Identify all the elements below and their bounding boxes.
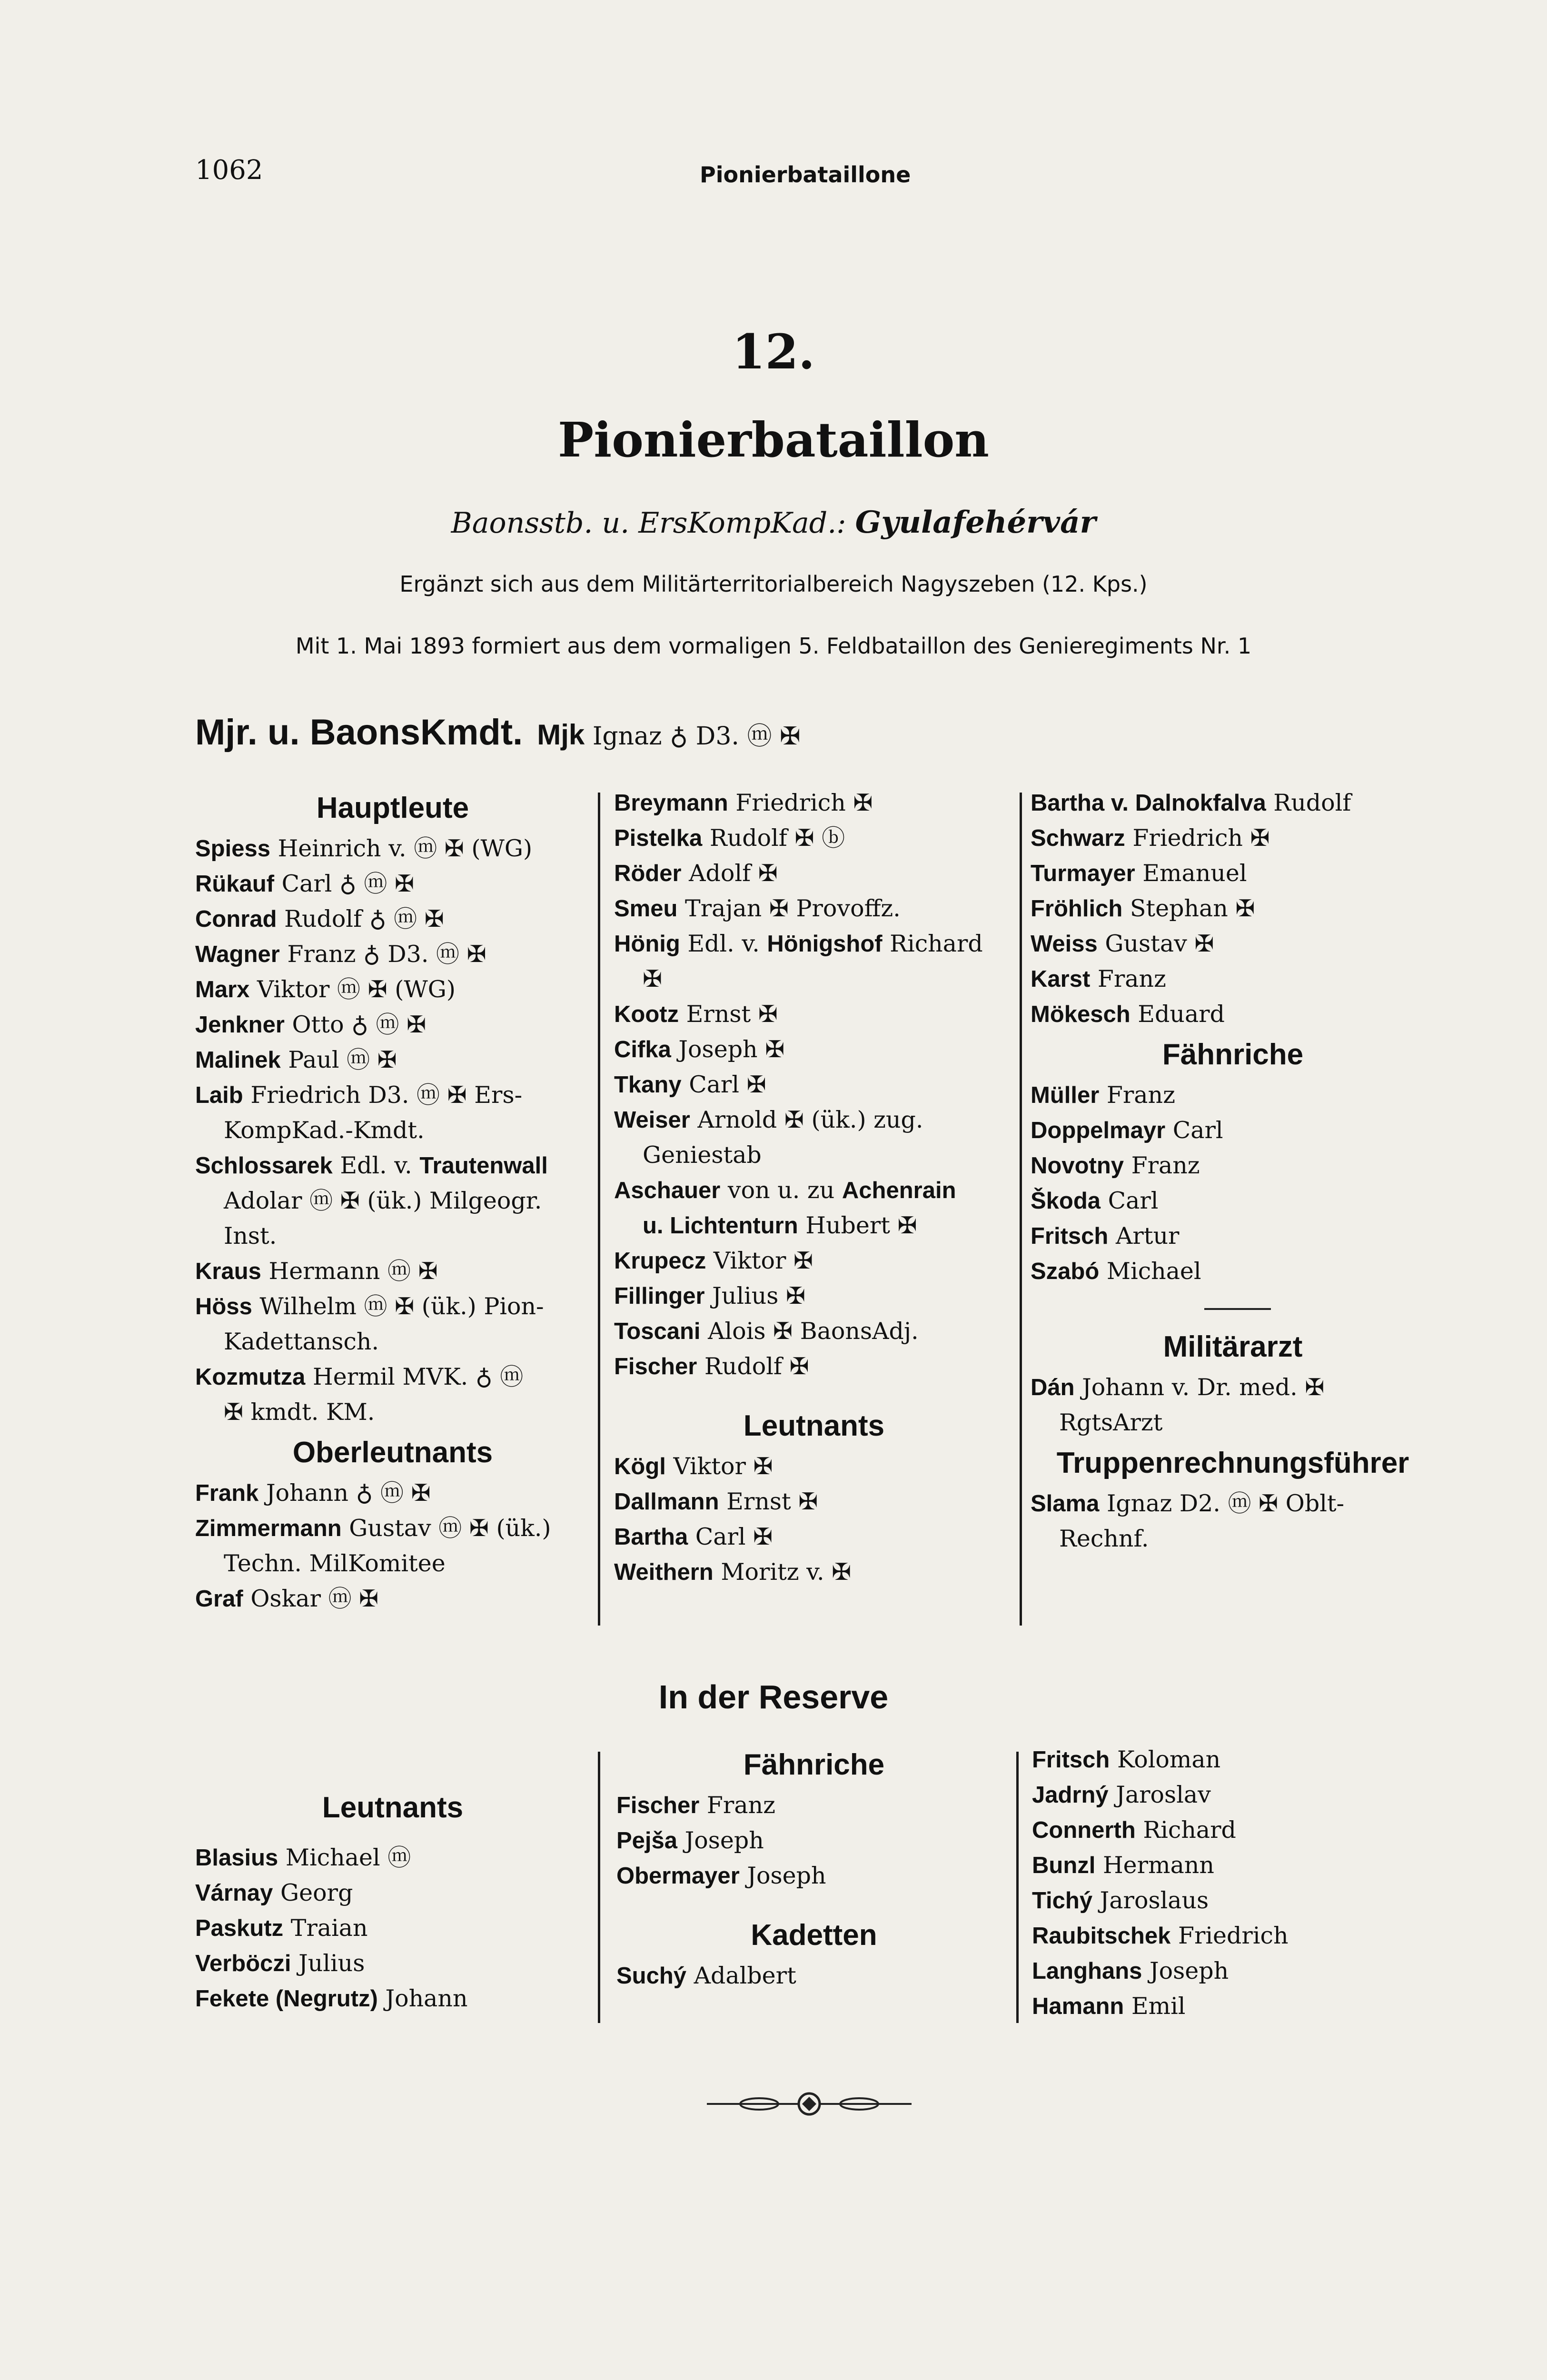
list-item: Pistelka Rudolf ✠ ⓑ [614,824,845,852]
list-item: Jadrný Jaroslav [1032,1781,1211,1808]
list-item: Frank Johann ♁ ⓜ ✠ [195,1479,431,1507]
list-item: Weithern Moritz v. ✠ [614,1558,852,1586]
list-item: Mökesch Eduard [1031,1001,1225,1028]
list-item: Tichý Jaroslaus [1032,1887,1209,1914]
heading-faehnriche: Fähnriche [1162,1038,1304,1071]
page-number: 1062 [195,155,263,186]
list-item: Obermayer Joseph [616,1862,826,1889]
heading-oberleutnants: Oberleutnants [292,1436,493,1469]
list-item: Bartha v. Dalnokfalva Rudolf [1031,789,1351,816]
list-item: Weiser Arnold ✠ (ük.) zug. [614,1106,923,1133]
list-item: Breymann Friedrich ✠ [614,789,873,816]
list-item-continuation: Rechnf. [1059,1525,1149,1552]
list-item: Raubitschek Friedrich [1032,1922,1289,1949]
heading-truppenrechnungsfuehrer: Truppenrechnungsführer [1056,1447,1409,1479]
list-item: Fröhlich Stephan ✠ [1031,895,1255,922]
list-item: Krupecz Viktor ✠ [614,1247,813,1274]
list-item: Bunzl Hermann [1032,1852,1214,1879]
list-item-continuation: ✠ [643,965,663,992]
page-title: Pionierbataillon [558,412,989,468]
list-item: Doppelmayr Carl [1031,1117,1223,1144]
list-item: Kraus Hermann ⓜ ✠ [195,1258,438,1285]
list-item-continuation: Adolar ⓜ ✠ (ük.) Milgeogr. [224,1187,542,1214]
list-item: Várnay Georg [195,1879,353,1906]
list-item: Kögl Viktor ✠ [614,1453,773,1480]
list-item-continuation: RgtsArzt [1059,1409,1163,1436]
list-item: Kozmutza Hermil MVK. ♁ ⓜ [195,1363,524,1390]
reserve-divider-1 [598,1752,600,2023]
list-item: Kootz Ernst ✠ [614,1001,778,1028]
list-item: Marx Viktor ⓜ ✠ (WG) [195,976,456,1003]
reserve-divider-2 [1016,1752,1019,2023]
list-item: Paskutz Traian [195,1914,368,1942]
list-item: Fritsch Artur [1031,1222,1180,1250]
reserve-column-2 [616,1742,1012,1993]
info-line-1: Ergänzt sich aus dem Militärterritorialbereich Nagyszeben (12. Kps.) [399,571,1148,597]
list-item: Aschauer von u. zu Achenrain [614,1177,956,1204]
list-item: Müller Franz [1031,1081,1175,1109]
list-item: Novotny Franz [1031,1152,1200,1179]
list-item: Spiess Heinrich v. ⓜ ✠ (WG) [195,835,533,862]
list-item: Hamann Emil [1032,1993,1186,2020]
list-item: Schlossarek Edl. v. Trautenwall [195,1152,548,1179]
commander-rank: Mjr. u. BaonsKmdt. [195,712,523,753]
list-item-continuation: Kadettansch. [224,1328,379,1355]
list-item: Fischer Franz [616,1792,775,1819]
subtitle-prefix: Baonsstb. u. ErsKompKad.: [451,506,846,540]
subtitle [0,505,1547,540]
list-item: Suchý Adalbert [616,1962,796,1989]
list-item: Weiss Gustav ✠ [1031,930,1214,957]
list-item: Langhans Joseph [1032,1957,1229,1984]
list-item: Toscani Alois ✠ BaonsAdj. [614,1318,919,1345]
running-title: Pionierbataillone [700,162,911,188]
list-item: Škoda Carl [1031,1187,1159,1214]
list-item: Blasius Michael ⓜ [195,1844,411,1871]
list-item: Graf Oskar ⓜ ✠ [195,1585,379,1612]
subtitle-place: Gyulafehérvár [855,505,1096,540]
heading-reserve-faehnriche: Fähnriche [743,1748,885,1781]
list-item: Hönig Edl. v. Hönigshof Richard [614,930,983,957]
heading-leutnants: Leutnants [743,1409,885,1442]
list-item: Karst Franz [1031,965,1166,992]
column-2 [614,785,1014,1590]
list-item: Laib Friedrich D3. ⓜ ✠ Ers- [195,1081,523,1109]
short-divider [1204,1308,1271,1310]
list-item: Wagner Franz ♁ D3. ⓜ ✠ [195,941,486,968]
heading-militaerarzt: Militärarzt [1163,1330,1303,1363]
list-item: Jenkner Otto ♁ ⓜ ✠ [195,1011,426,1038]
ornament-divider [707,2087,912,2121]
list-item: Fekete (Negrutz) Johann [195,1985,468,2012]
list-item: Cifka Joseph ✠ [614,1036,785,1063]
list-item: Bartha Carl ✠ [614,1523,773,1550]
reserve-title: In der Reserve [658,1678,889,1716]
column-1 [195,785,590,1616]
list-item: Höss Wilhelm ⓜ ✠ (ük.) Pion- [195,1293,544,1320]
list-item: Fritsch Koloman [1032,1746,1221,1773]
list-item: Schwarz Friedrich ✠ [1031,824,1270,852]
column-divider-2 [1020,793,1022,1626]
heading-kadetten: Kadetten [751,1919,877,1952]
list-item-continuation: Inst. [224,1222,277,1250]
list-item: Rükauf Carl ♁ ⓜ ✠ [195,870,415,897]
list-item: Röder Adolf ✠ [614,860,778,887]
list-item-continuation: KompKad.-Kmdt. [224,1117,425,1144]
list-item: Dallmann Ernst ✠ [614,1488,818,1515]
list-item: Tkany Carl ✠ [614,1071,766,1098]
section-number: 12. [732,324,815,380]
heading-hauptleute: Hauptleute [316,792,469,824]
reserve-column-3 [1032,1742,1437,2024]
list-item: Smeu Trajan ✠ Provoffz. [614,895,901,922]
list-item: Zimmermann Gustav ⓜ ✠ (ük.) [195,1515,551,1542]
column-3 [1031,785,1435,1557]
commander-name: Mjk [537,719,585,751]
list-item: Fischer Rudolf ✠ [614,1353,809,1380]
list-item: Connerth Richard [1032,1816,1236,1844]
list-item: Szabó Michael [1031,1258,1201,1285]
list-item: Turmayer Emanuel [1031,860,1247,887]
list-item-continuation: ✠ kmdt. KM. [224,1398,375,1426]
list-item: Conrad Rudolf ♁ ⓜ ✠ [195,905,444,932]
list-item: Pejša Joseph [616,1827,764,1854]
commander-line [195,712,801,753]
commander-details: Ignaz ♁ D3. ⓜ ✠ [592,722,801,751]
list-item: Malinek Paul ⓜ ✠ [195,1046,397,1073]
list-item: Fillinger Julius ✠ [614,1282,806,1309]
info-line-2: Mit 1. Mai 1893 formiert aus dem vormaligen 5. Feldbataillon des Genieregiments Nr. 1 [295,633,1252,659]
reserve-column-1 [195,1785,590,2016]
list-item-continuation: u. Lichtenturn Hubert ✠ [643,1212,917,1239]
list-item: Slama Ignaz D2. ⓜ ✠ Oblt- [1031,1490,1345,1517]
heading-reserve-leutnants: Leutnants [322,1791,464,1824]
list-item: Verböczi Julius [195,1950,365,1977]
list-item-continuation: Techn. MilKomitee [224,1550,446,1577]
list-item-continuation: Geniestab [643,1141,762,1169]
list-item: Dán Johann v. Dr. med. ✠ [1031,1374,1325,1401]
column-divider-1 [598,793,600,1626]
